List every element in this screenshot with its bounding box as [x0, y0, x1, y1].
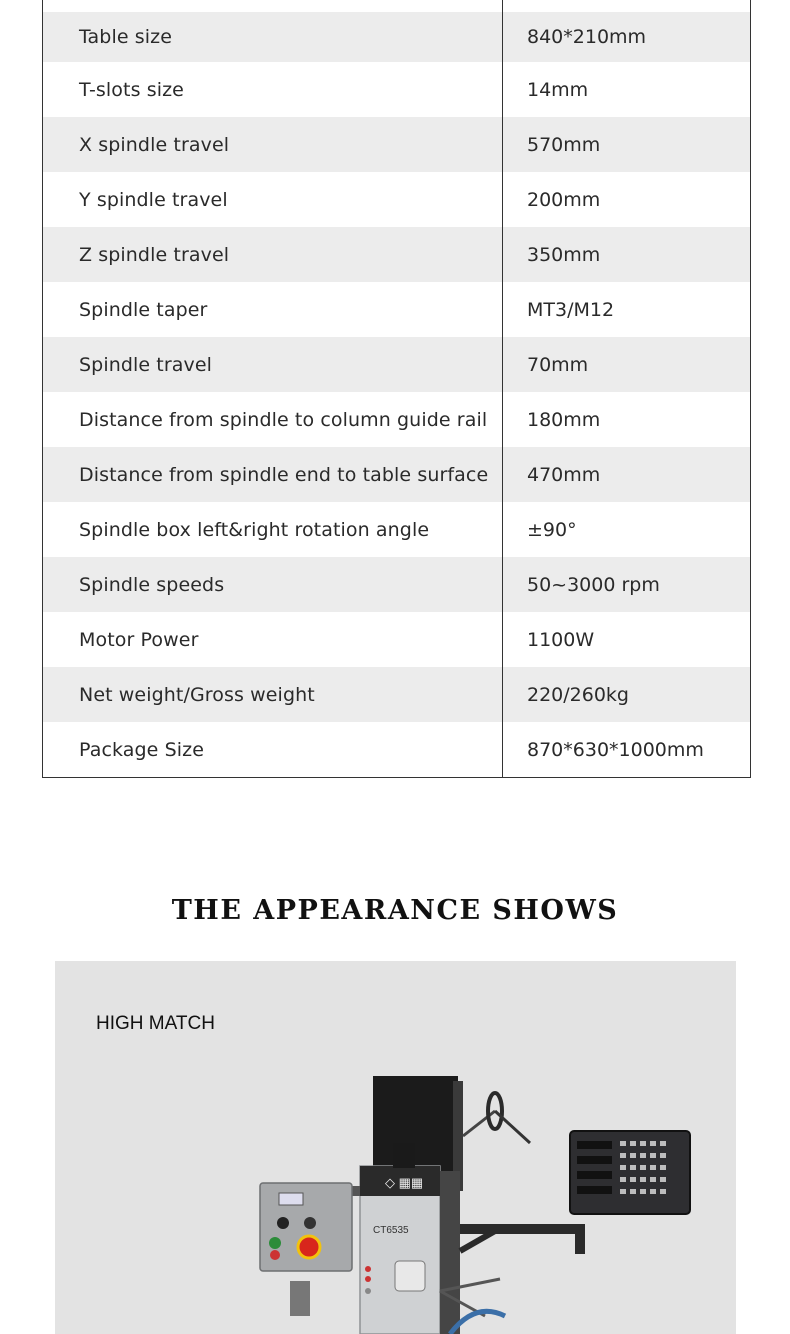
section-title: THE APPEARANCE SHOWS [171, 895, 619, 926]
panel-caption: HIGH MATCH [96, 1013, 215, 1034]
spec-value: 14mm [527, 78, 589, 101]
spec-value: 1100W [527, 628, 595, 651]
spec-label: Y spindle travel [79, 188, 228, 211]
spec-label: Motor Power [79, 628, 199, 651]
spec-value: 840*210mm [527, 26, 647, 48]
spec-table [42, 0, 751, 778]
spec-row [43, 502, 750, 557]
machine-brand-logo: ◇ ▦▦ [385, 1175, 424, 1190]
spec-label: Table size [79, 26, 173, 48]
spec-label: T-slots size [79, 78, 184, 101]
spec-row [43, 172, 750, 227]
spec-row [43, 62, 750, 117]
spec-label: Spindle taper [79, 298, 208, 321]
spec-value: 350mm [527, 243, 601, 266]
spec-row [43, 667, 750, 722]
table-top-strip [43, 0, 750, 12]
spec-row [43, 337, 750, 392]
milling-machine-image [55, 961, 736, 1334]
spec-row [43, 447, 750, 502]
spec-label: Spindle speeds [79, 573, 225, 596]
spec-value: 200mm [527, 188, 601, 211]
spec-value: 470mm [527, 463, 601, 486]
spec-row [43, 557, 750, 612]
spec-row [43, 117, 750, 172]
product-image-panel [55, 961, 736, 1334]
spec-label: X spindle travel [79, 133, 230, 156]
spec-value: 570mm [527, 133, 601, 156]
machine-model-label: CT6535 [373, 1225, 409, 1236]
spec-label: Package Size [79, 738, 204, 761]
spec-label: Distance from spindle to column guide rail [79, 408, 488, 431]
spec-row [43, 282, 750, 337]
spec-label: Spindle box left&right rotation angle [79, 518, 430, 541]
spec-row [43, 12, 750, 62]
spec-value: 870*630*1000mm [527, 738, 704, 761]
spec-value: 220/260kg [527, 683, 629, 706]
spec-label: Net weight/Gross weight [79, 683, 315, 706]
spec-row [43, 392, 750, 447]
spec-value: MT3/M12 [527, 298, 615, 321]
spec-label: Z spindle travel [79, 243, 230, 266]
spec-row [43, 227, 750, 282]
emergency-stop-icon [298, 1236, 320, 1258]
spec-row [43, 722, 750, 777]
spec-rows [43, 12, 750, 777]
spec-value: 180mm [527, 408, 601, 431]
spec-label: Distance from spindle end to table surface [79, 463, 489, 486]
spec-value: 70mm [527, 353, 589, 376]
spec-value: 50~3000 rpm [527, 573, 660, 596]
spec-row [43, 612, 750, 667]
spec-value: ±90° [527, 518, 577, 541]
spec-label: Spindle travel [79, 353, 213, 376]
